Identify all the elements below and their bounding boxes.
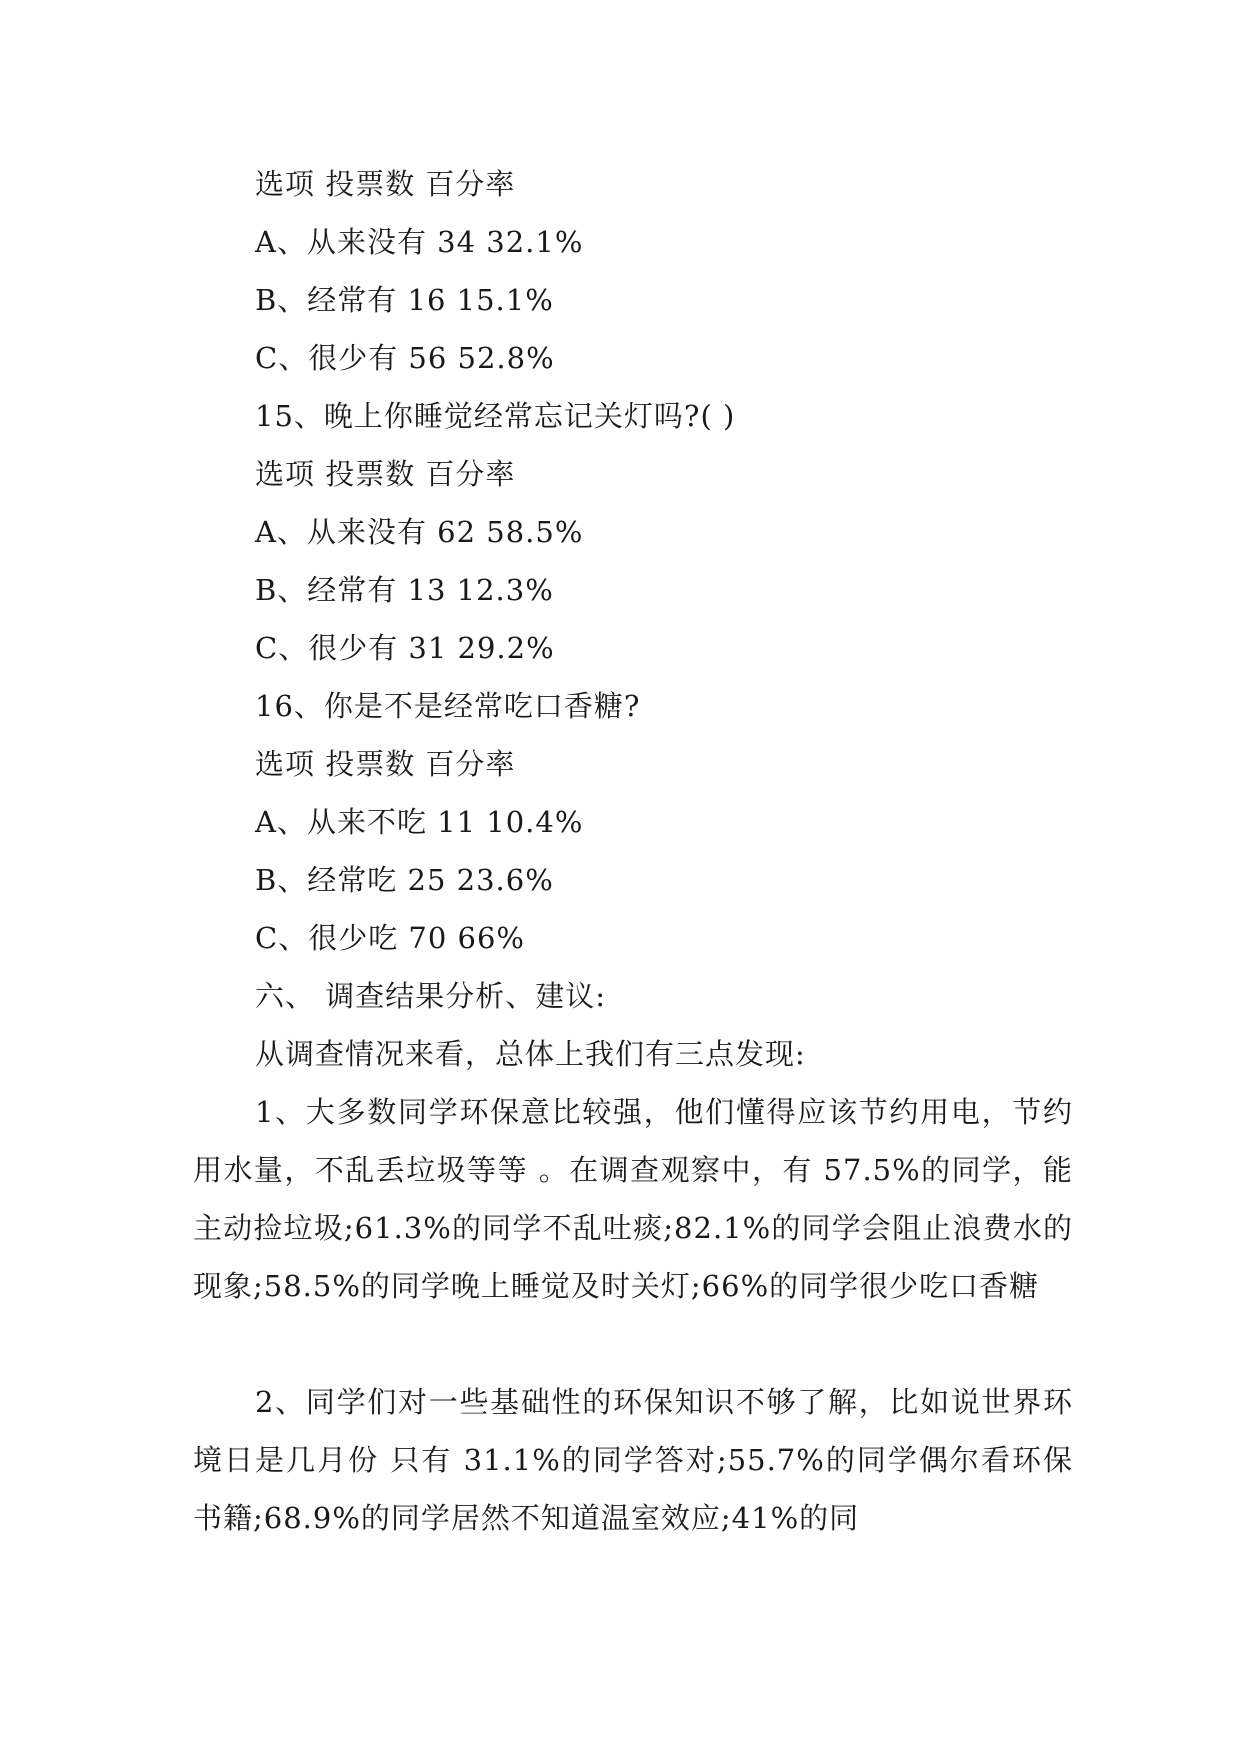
option-line: B、经常有 13 12.3% — [255, 573, 554, 607]
option-line: B、经常有 16 15.1% — [255, 283, 554, 317]
option-line: A、从来不吃 11 10.4% — [255, 805, 584, 839]
summary-intro: 从调查情况来看，总体上我们有三点发现: — [255, 1037, 806, 1071]
option-line: C、很少有 31 29.2% — [255, 631, 555, 665]
question-line: 15、晚上你睡觉经常忘记关灯吗?( ) — [255, 399, 736, 433]
option-line: A、从来没有 62 58.5% — [255, 515, 584, 549]
option-line: A、从来没有 34 32.1% — [255, 225, 584, 259]
table-header-line: 选项 投票数 百分率 — [255, 747, 516, 781]
section-heading: 六、 调查结果分析、建议: — [255, 979, 606, 1013]
table-header-line: 选项 投票数 百分率 — [255, 457, 516, 491]
finding-paragraph-2: 2、同学们对一些基础性的环保知识不够了解，比如说世界环境日是几月份 只有 31.1%的同学答对;55.7%的同学偶尔看环保书籍;68.9%的同学居然不知道温室效应;41%的同 — [193, 1385, 1073, 1535]
option-line: C、很少有 56 52.8% — [255, 341, 555, 375]
finding-paragraph-1: 1、大多数同学环保意比较强，他们懂得应该节约用电，节约用水量，不乱丢垃圾等等 。在调查观察中，有 57.5%的同学，能主动捡垃圾;61.3%的同学不乱吐痰;82.1%的同学会阻止浪费水的现象;58.5%的同学晚上睡觉及时关灯;66%的同学很少吃口香糖 — [193, 1095, 1073, 1303]
option-line: C、很少吃 70 66% — [255, 921, 525, 955]
table-header-line: 选项 投票数 百分率 — [255, 167, 516, 201]
question-line: 16、你是不是经常吃口香糖? — [255, 689, 641, 723]
option-line: B、经常吃 25 23.6% — [255, 863, 554, 897]
